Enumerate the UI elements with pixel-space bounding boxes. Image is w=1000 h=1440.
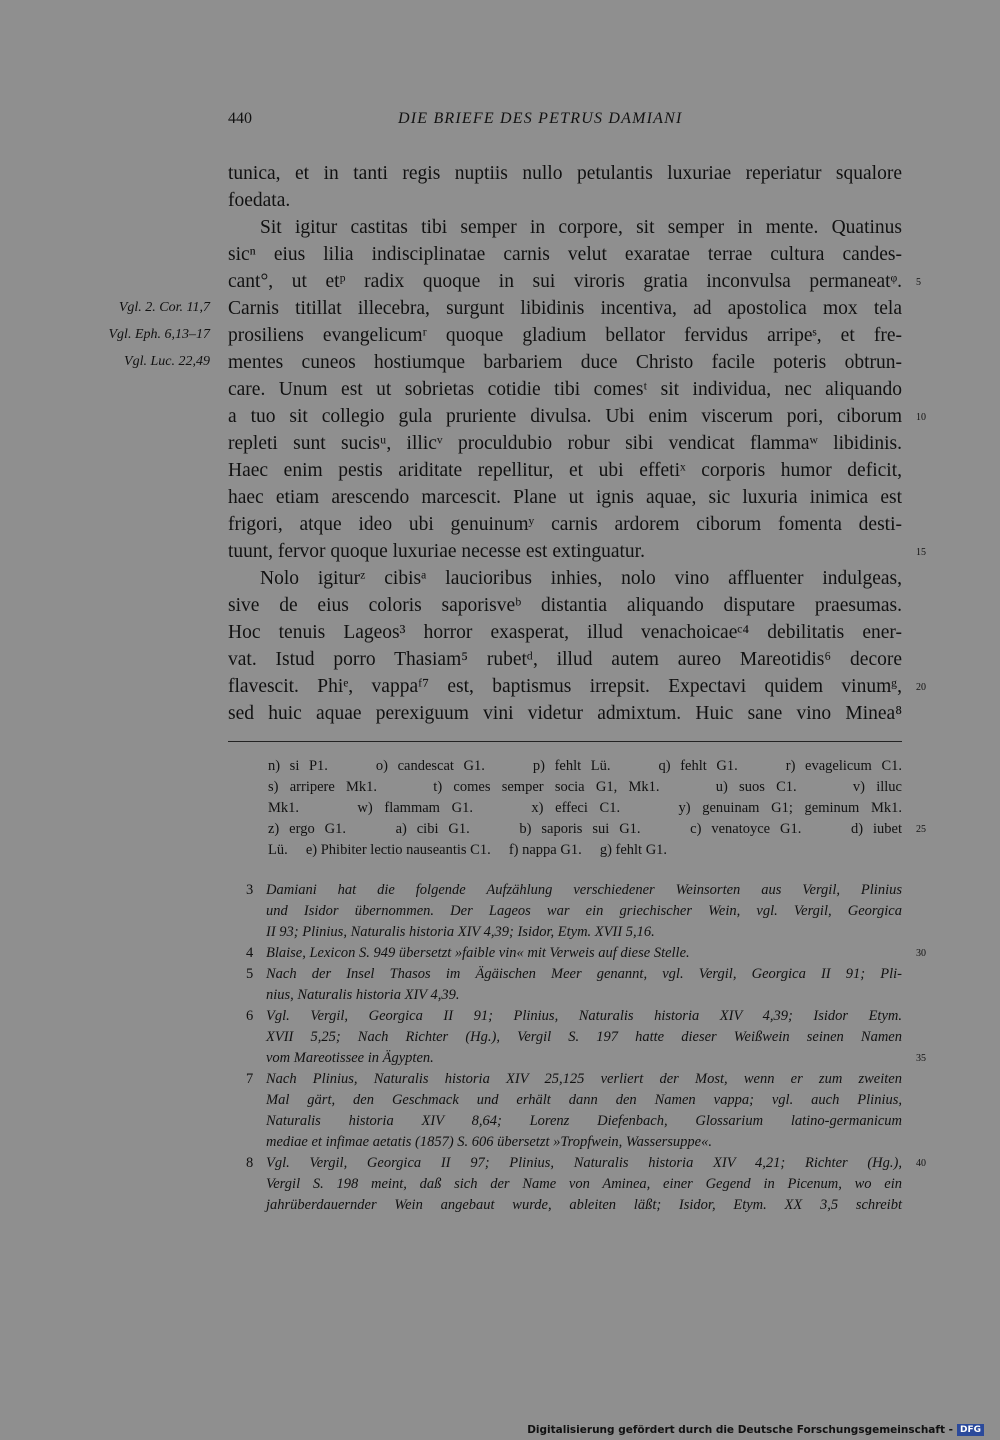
footnote-line: Damiani hat die folgende Aufzählung verschiedener Weinsorten aus Vergil, Plinius (266, 882, 902, 898)
text-line: Carnis titillat illecebra, surgunt libidinis incentiva, ad apostolica mox tela (228, 298, 902, 319)
text-line: Nolo igiturᶻ cibisᵃ laucioribus inhies, nolo vino affluenter indulgeas, (260, 568, 902, 589)
margin-reference: Vgl. Luc. 22,49 (124, 354, 210, 369)
apparatus-line: s) arripere Mk1. t) comes semper socia G1, Mk1. u) suos C1. v) illuc (268, 779, 902, 795)
margin-reference: Vgl. Eph. 6,13–17 (108, 327, 210, 342)
footnote-line: Nach der Insel Thasos im Ägäischen Meer genannt, vgl. Vergil, Georgica II 91; Pli- (266, 966, 902, 982)
text-line: sive de eius coloris saporisveᵇ distantia aliquando disputare praesumas. (228, 595, 902, 616)
apparatus-line: Mk1. w) flammam G1. x) effeci C1. y) genuinam G1; geminum Mk1. (268, 800, 902, 816)
text-line: tunica, et in tanti regis nuptiis nullo petulantis luxuriae reperiatur squalore (228, 163, 902, 184)
footnote-line: Nach Plinius, Naturalis historia XIV 25,125 verliert der Most, wenn er zum zweiten (266, 1071, 902, 1087)
text-line: sed huic aquae perexiguum vini videtur admixtum. Huic sane vino Minea⁸ (228, 703, 902, 724)
text-line: care. Unum est ut sobrietas cotidie tibi comesᵗ sit individua, nec aliquando (228, 379, 902, 400)
footnote-line: nius, Naturalis historia XIV 4,39. (266, 987, 460, 1003)
line-number: 20 (916, 682, 926, 693)
page-number: 440 (228, 110, 252, 127)
footer-funding-note (527, 1424, 984, 1436)
text-line: vat. Istud porro Thasiam⁵ rubetᵈ, illud autem aureo Mareotidis⁶ decore (228, 649, 902, 670)
footnote-line: Naturalis historia XIV 8,64; Lorenz Diefenbach, Glossarium latino-germanicum (266, 1113, 902, 1129)
text-line: a tuo sit collegio gula pruriente divulsa. Ubi enim viscerum pori, ciborum (228, 406, 902, 427)
footnote-line: und Isidor übernommen. Der Lageos war ein griechischer Wein, vgl. Vergil, Georgica (266, 903, 902, 919)
line-number: 35 (916, 1053, 926, 1064)
footnote-line: II 93; Plinius, Naturalis historia XIV 4,39; Isidor, Etym. XVII 5,16. (266, 924, 655, 940)
line-number: 40 (916, 1158, 926, 1169)
page-header (228, 110, 902, 134)
footnote-line: Vgl. Vergil, Georgica II 97; Plinius, Naturalis historia XIV 4,21; Richter (Hg.), (266, 1155, 902, 1171)
footnote-number: 3 (246, 882, 254, 898)
text-line: mentes cuneos hostiumque barbariem duce Christo facile poteris obtrun- (228, 352, 902, 373)
footnote-number: 5 (246, 966, 254, 982)
running-title: DIE BRIEFE DES PETRUS DAMIANI (398, 110, 683, 127)
line-number: 15 (916, 547, 926, 558)
text-line: foedata. (228, 190, 291, 211)
line-number: 5 (916, 277, 921, 288)
footer-text: Digitalisierung gefördert durch die Deutsche Forschungsgemeinschaft - (527, 1424, 953, 1436)
apparatus-line: n) si P1. o) candescat G1. p) fehlt Lü. q) fehlt G1. r) evagelicum C1. (268, 758, 902, 774)
footnote-line: vom Mareotissee in Ägypten. (266, 1050, 434, 1066)
apparatus-line: z) ergo G1. a) cibi G1. b) saporis sui G1. c) venatoyce G1. d) iubet (268, 821, 902, 837)
footnote-number: 8 (246, 1155, 254, 1171)
footnote-line: Blaise, Lexicon S. 949 übersetzt »faible vin« mit Verweis auf diese Stelle. (266, 945, 690, 961)
text-line: prosiliens evangelicumʳ quoque gladium bellator fervidus arripeˢ, et fre- (228, 325, 902, 346)
line-number: 30 (916, 948, 926, 959)
footnote-number: 6 (246, 1008, 254, 1024)
footnote-line: XVII 5,25; Nach Richter (Hg.), Vergil S. 197 hatte dieser Weißwein seinen Namen (266, 1029, 902, 1045)
text-line: Sit igitur castitas tibi semper in corpore, sit semper in mente. Quatinus (260, 217, 902, 238)
text-line: Haec enim pestis ariditate repellitur, et ubi effetiˣ corporis humor deficit, (228, 460, 902, 481)
footnote-line: Vergil S. 198 meint, daß sich der Name von Aminea, einer Gegend in Picenum, wo ein (266, 1176, 902, 1192)
text-line: cant°, ut etᵖ radix quoque in sui viroris gratia inconvulsa permaneatᵠ. (228, 271, 902, 292)
footnote-line: Mal gärt, den Geschmack und erhält dann den Namen vappa; vgl. auch Plinius, (266, 1092, 902, 1108)
dfg-logo: DFG (957, 1424, 984, 1436)
text-line: tuunt, fervor quoque luxuriae necesse est extinguatur. (228, 541, 645, 562)
text-line: repleti sunt sucisᵘ, illicᵛ proculdubio robur sibi vendicat flammaʷ libidinis. (228, 433, 902, 454)
footnote-number: 4 (246, 945, 254, 961)
text-line: frigori, atque ideo ubi genuinumʸ carnis ardorem ciborum fomenta desti- (228, 514, 902, 535)
footnote-number: 7 (246, 1071, 254, 1087)
text-line: Hoc tenuis Lageos³ horror exasperat, illud venachoicaeᶜ⁴ debilitatis ener- (228, 622, 902, 643)
footnote-line: mediae et infimae aetatis (1857) S. 606 übersetzt »Tropfwein, Wassersuppe«. (266, 1134, 712, 1150)
text-line: sicⁿ eius lilia indisciplinatae carnis velut exaratae terrae cultura candes- (228, 244, 902, 265)
apparatus-line: Lü. e) Phibiter lectio nauseantis C1. f) nappa G1. g) fehlt G1. (268, 842, 668, 858)
text-line: flavescit. Phiᵉ, vappaᶠ⁷ est, baptismus irrepsit. Expectavi quidem vinumᵍ, (228, 676, 902, 697)
line-number: 10 (916, 412, 926, 423)
line-number: 25 (916, 824, 926, 835)
margin-reference: Vgl. 2. Cor. 11,7 (118, 300, 210, 315)
text-line: haec etiam arescendo marcescit. Plane ut ignis aquae, sic luxuria inimica est (228, 487, 902, 508)
footnote-line: jahrüberdauernder Wein angebaut wurde, ableiten läßt; Isidor, Etym. XX 3,5 schreibt (266, 1197, 902, 1213)
footnote-line: Vgl. Vergil, Georgica II 91; Plinius, Naturalis historia XIV 4,39; Isidor Etym. (266, 1008, 902, 1024)
footnote-separator (228, 741, 902, 742)
